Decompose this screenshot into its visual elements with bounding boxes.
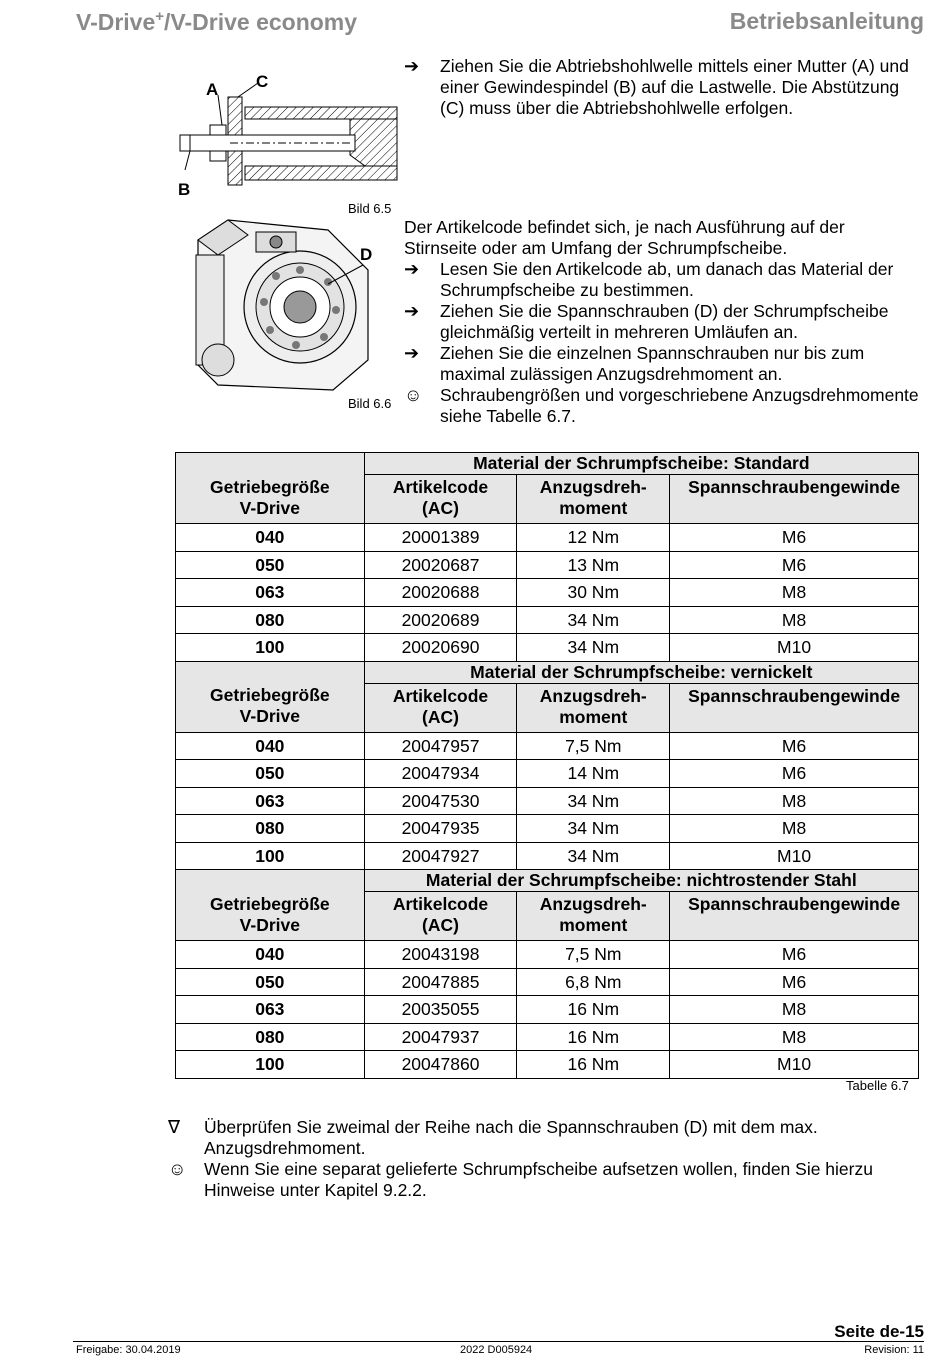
torque-cell: 16 Nm [517, 1023, 670, 1051]
arrow-icon: ➔ [404, 259, 420, 279]
column-header [670, 475, 919, 524]
section-title: Material der Schrumpfscheibe: vernickelt [364, 661, 918, 683]
section-title: Material der Schrumpfscheibe: Standard [364, 453, 918, 475]
thread-cell: M8 [670, 787, 919, 815]
title-superscript: + [155, 8, 165, 25]
torque-cell: 16 Nm [517, 996, 670, 1024]
gear-size-cell: 063 [176, 996, 365, 1024]
thread-cell: M8 [670, 579, 919, 607]
column-header-line: Spannschraubengewinde [688, 894, 901, 914]
torque-cell: 6,8 Nm [517, 968, 670, 996]
torque-cell: 34 Nm [517, 787, 670, 815]
torque-cell: 12 Nm [517, 524, 670, 552]
column-header-line: Getriebegröße [210, 893, 330, 914]
check-text: Überprüfen Sie zweimal der Reihe nach die Spannschrauben (D) mit dem max. Anzugsdrehmoment. [204, 1117, 818, 1158]
table-row [176, 787, 919, 815]
instruction-text: Ziehen Sie die einzelnen Spannschrauben nur bis zum maximal zulässigen Anzugsdrehmoment an. [440, 343, 865, 384]
figure-hollow-shaft-mounting [170, 55, 400, 200]
column-header-line: Spannschraubengewinde [688, 477, 901, 497]
table-row [176, 579, 919, 607]
table-row [176, 1051, 919, 1079]
thread-cell: M8 [670, 1023, 919, 1051]
column-header-line: Anzugsdreh- [539, 477, 647, 497]
footer-divider [73, 1341, 924, 1342]
instruction-item [404, 301, 919, 343]
smiley-icon: ☺ [168, 1159, 187, 1179]
arrow-icon: ➔ [404, 343, 420, 363]
article-code-intro: Der Artikelcode befindet sich, je nach Ausführung auf der Stirnseite oder am Umfang der Schrumpfscheibe. [404, 217, 845, 258]
article-code-cell: 20047957 [364, 732, 517, 760]
gear-size-cell: 100 [176, 634, 365, 662]
table-row [176, 551, 919, 579]
label-c: C [256, 72, 269, 91]
gear-size-cell: 063 [176, 787, 365, 815]
hint-item [168, 1159, 919, 1201]
instruction-item [404, 259, 919, 301]
column-header-line: Getriebegröße [210, 685, 330, 705]
torque-cell: 34 Nm [517, 815, 670, 843]
document-number: 2022 D005924 [460, 1344, 533, 1356]
table-row [176, 815, 919, 843]
instruction-text: Lesen Sie den Artikelcode ab, um danach das Material der Schrumpfscheibe zu bestimmen. [440, 259, 894, 300]
torque-cell: 13 Nm [517, 551, 670, 579]
thread-cell: M8 [670, 815, 919, 843]
table-row [176, 842, 919, 870]
column-header [364, 892, 517, 941]
torque-cell: 34 Nm [517, 606, 670, 634]
thread-cell: M10 [670, 634, 919, 662]
label-a: A [206, 80, 219, 99]
section-title-row [176, 661, 919, 683]
gear-size-cell: 050 [176, 760, 365, 788]
thread-cell: M6 [670, 732, 919, 760]
torque-cell: 7,5 Nm [517, 941, 670, 969]
nabla-icon: ∇ [168, 1117, 181, 1137]
article-code-cell: 20020687 [364, 551, 517, 579]
column-header [364, 683, 517, 732]
label-b: B [178, 180, 191, 199]
table-row [176, 1023, 919, 1051]
revision: Revision: 11 [864, 1344, 924, 1356]
table-row [176, 968, 919, 996]
arrow-icon: ➔ [404, 301, 420, 321]
article-code-cell: 20035055 [364, 996, 517, 1024]
figure-caption-6-5: Bild 6.5 [348, 201, 392, 216]
column-header [517, 892, 670, 941]
column-header [670, 892, 919, 941]
gear-size-cell: 040 [176, 524, 365, 552]
column-header-line: Anzugsdreh- [539, 685, 647, 706]
column-header-line: moment [559, 706, 628, 727]
document-type: Betriebsanleitung [729, 8, 924, 34]
column-header [517, 683, 670, 732]
column-header-line: Artikelcode [392, 894, 489, 914]
column-header-line: (AC) [422, 915, 459, 935]
column-header [176, 683, 365, 732]
hint-text: Schraubengrößen und vorgeschriebene Anzugsdrehmomente siehe Tabelle 6.7. [440, 385, 919, 426]
torque-table [175, 452, 919, 1079]
article-code-cell: 20020688 [364, 579, 517, 607]
column-header-row [176, 683, 919, 732]
section-blank-cell [176, 870, 365, 892]
article-code-cell: 20020689 [364, 606, 517, 634]
gear-size-cell: 080 [176, 606, 365, 634]
section-title: Material der Schrumpfscheibe: nichtrostender Stahl [364, 870, 918, 892]
column-header [176, 475, 365, 524]
column-header [364, 475, 517, 524]
gear-size-cell: 040 [176, 732, 365, 760]
check-item [168, 1117, 919, 1159]
arrow-icon: ➔ [404, 56, 420, 76]
hint-item [404, 385, 919, 427]
document-title [76, 8, 357, 36]
article-code-cell: 20047530 [364, 787, 517, 815]
column-header-line: Anzugsdreh- [539, 894, 647, 914]
section-blank-cell [176, 453, 365, 475]
column-header-line: Getriebegröße [210, 476, 330, 497]
table-row [176, 996, 919, 1024]
thread-cell: M6 [670, 551, 919, 579]
table-row [176, 941, 919, 969]
thread-cell: M6 [670, 524, 919, 552]
column-header [176, 892, 365, 941]
column-header [517, 475, 670, 524]
instruction-text: Ziehen Sie die Abtriebshohlwelle mittels einer Mutter (A) und einer Gewindespindel (B) auf die Lastwelle. Die Abstützung (C) muss über die Abtriebshohlwelle erfolgen. [440, 56, 909, 118]
section-title-row [176, 870, 919, 892]
gear-size-cell: 063 [176, 579, 365, 607]
article-code-cell: 20001389 [364, 524, 517, 552]
table-row [176, 634, 919, 662]
column-header-row [176, 892, 919, 941]
torque-cell: 34 Nm [517, 842, 670, 870]
figure-gearbox-shrink-disc [188, 210, 388, 395]
article-code-cell: 20020690 [364, 634, 517, 662]
figure-caption-6-6: Bild 6.6 [348, 396, 392, 411]
gear-size-cell: 080 [176, 1023, 365, 1051]
table-row [176, 606, 919, 634]
torque-cell: 14 Nm [517, 760, 670, 788]
column-header-line: V-Drive [239, 706, 300, 726]
gear-size-cell: 080 [176, 815, 365, 843]
column-header-line: moment [559, 915, 628, 935]
article-code-cell: 20047935 [364, 815, 517, 843]
hint-text: Wenn Sie eine separat gelieferte Schrumpfscheibe aufsetzen wollen, finden Sie hierzu Hinweise unter Kapitel 9.2.2. [204, 1159, 873, 1200]
gear-size-cell: 050 [176, 551, 365, 579]
smiley-icon: ☺ [404, 385, 423, 405]
column-header-line: V-Drive [239, 914, 300, 935]
column-header-line: V-Drive [239, 497, 300, 518]
instruction-item [404, 343, 919, 385]
thread-cell: M8 [670, 606, 919, 634]
table-caption: Tabelle 6.7 [846, 1078, 909, 1093]
column-header-line: Artikelcode [392, 477, 489, 497]
instruction-item [404, 56, 919, 120]
page-number: Seite de-15 [834, 1322, 924, 1341]
column-header-line: (AC) [422, 498, 459, 518]
thread-cell: M10 [670, 1051, 919, 1079]
gear-size-cell: 100 [176, 1051, 365, 1079]
title-main: V-Drive [76, 9, 156, 35]
thread-cell: M6 [670, 941, 919, 969]
article-code-cell: 20047860 [364, 1051, 517, 1079]
torque-table-body [176, 453, 919, 1079]
table-row [176, 524, 919, 552]
torque-cell: 34 Nm [517, 634, 670, 662]
thread-cell: M6 [670, 968, 919, 996]
thread-cell: M10 [670, 842, 919, 870]
torque-cell: 16 Nm [517, 1051, 670, 1079]
section-blank-cell [176, 661, 365, 683]
thread-cell: M8 [670, 996, 919, 1024]
thread-cell: M6 [670, 760, 919, 788]
section-title-row [176, 453, 919, 475]
column-header-line: Spannschraubengewinde [688, 685, 901, 706]
release-date: Freigabe: 30.04.2019 [76, 1344, 181, 1356]
torque-cell: 7,5 Nm [517, 732, 670, 760]
table-row [176, 760, 919, 788]
gear-size-cell: 050 [176, 968, 365, 996]
table-row [176, 732, 919, 760]
label-d: D [360, 245, 373, 264]
column-header-row [176, 475, 919, 524]
article-code-cell: 20047885 [364, 968, 517, 996]
column-header-line: moment [559, 498, 628, 518]
article-code-cell: 20047934 [364, 760, 517, 788]
column-header [670, 683, 919, 732]
article-code-cell: 20043198 [364, 941, 517, 969]
article-code-cell: 20047937 [364, 1023, 517, 1051]
gear-size-cell: 100 [176, 842, 365, 870]
gear-size-cell: 040 [176, 941, 365, 969]
title-rest: /V-Drive economy [164, 9, 358, 35]
article-code-cell: 20047927 [364, 842, 517, 870]
instruction-text: Ziehen Sie die Spannschrauben (D) der Schrumpfscheibe gleichmäßig verteilt in mehreren Umläufen an. [440, 301, 889, 342]
torque-cell: 30 Nm [517, 579, 670, 607]
column-header-line: (AC) [422, 706, 459, 727]
column-header-line: Artikelcode [392, 685, 489, 706]
